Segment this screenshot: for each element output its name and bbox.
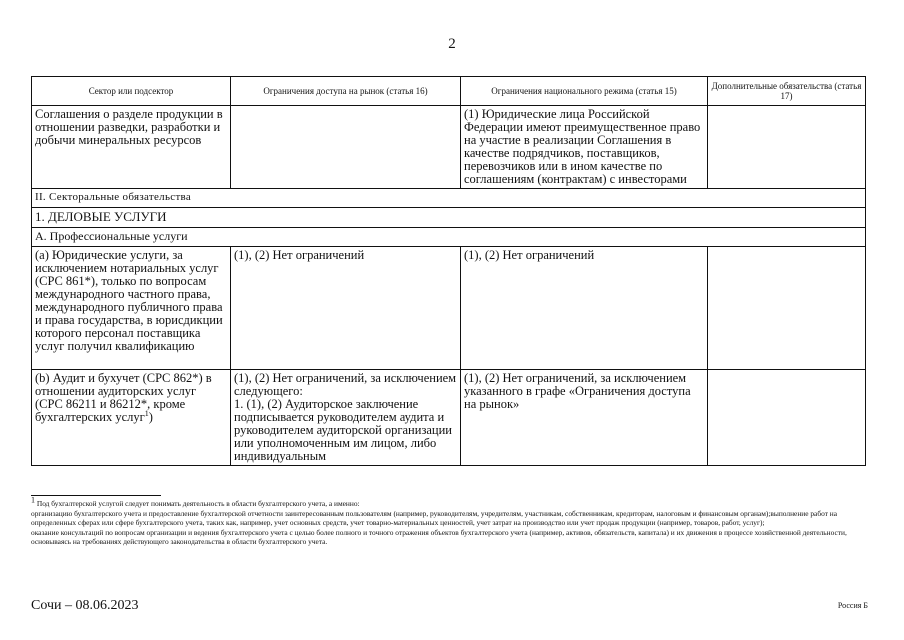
subheading-row — [32, 228, 866, 247]
cell-additional — [708, 247, 866, 370]
market-access-text: (1), (2) Нет ограничений, за исключением следующего: — [234, 371, 457, 398]
section-title: II. Секторальные обязательства — [32, 189, 866, 208]
footnotes — [31, 495, 871, 547]
cell-additional — [708, 370, 866, 466]
heading-business-services: 1. ДЕЛОВЫЕ УСЛУГИ — [32, 208, 866, 228]
cell-market-access — [231, 106, 461, 189]
footer-place-date: Сочи – 08.06.2023 — [31, 598, 139, 613]
cell-market-access — [231, 370, 461, 466]
footnote-number: 1 — [31, 495, 35, 505]
footnote-divider — [31, 495, 161, 496]
footnote-line: оказание консультаций по вопросам организации и ведения бухгалтерского учета с целью более полного и точного отражения объектов бухгалтерского учета (например, активов, обязательств, капитала) и их движения в процессе хозяйственной деятельности, основываясь на требованиях действующего законодательства в области бухгалтерского учета. — [31, 527, 847, 546]
subheading-professional-services: A. Профессиональные услуги — [32, 228, 866, 247]
heading-row — [32, 208, 866, 228]
cell-market-access: (1), (2) Нет ограничений — [231, 247, 461, 370]
header-additional-commitments: Дополнительные обязательства (статья 17) — [708, 77, 866, 106]
table-header-row — [32, 77, 866, 106]
cell-sector: (a) Юридические услуги, за исключением нотариальных услуг (CPC 861*), только по вопросам международного частного права, международного публичного права и права государства, в юрисдикции которого персонал поставщика услуг получил квалификацию — [32, 247, 231, 370]
section-row — [32, 189, 866, 208]
footnote-line: $^1$ Под бухгалтерской услугой следует понимать деятельность в области бухгалтерского учета, а именно: — [31, 495, 360, 508]
header-sector: Сектор или подсектор — [32, 77, 231, 106]
table-row — [32, 106, 866, 189]
cell-sector: Соглашения о разделе продукции в отношении разведки, разработки и добычи минеральных ресурсов — [32, 106, 231, 189]
footnote-line: организацию бухгалтерского учета и предоставление бухгалтерской отчетности заинтересованным пользователям (например, руководителям, учредителям, участникам, собственникам, кредиторам, налоговым и финансовым органам);выполнение работ на определенных сферах или сфере бухгалтерского учета, таких как, например, учет основных средств, учет товарно-материальных ценностей, учет затрат на производство или учет продаж продукции (например, товаров, работ, услуг); — [31, 508, 838, 527]
header-market-access: Ограничения доступа на рынок (статья 16) — [231, 77, 461, 106]
commitments-table — [31, 76, 866, 466]
footer-country: Россия Б — [837, 601, 868, 610]
cell-additional — [708, 106, 866, 189]
cell-national-treatment: (1), (2) Нет ограничений, за исключением указанного в графе «Ограничения доступа на рынок» — [461, 370, 708, 466]
cell-national-treatment: (1), (2) Нет ограничений — [461, 247, 708, 370]
cell-national-treatment: (1) Юридические лица Российской Федерации имеют преимущественное право на участие в реализации Соглашения в качестве подрядчиков, поставщиков, перевозчиков или в ином качестве по соглашениям (контрактам) с инвесторами — [461, 106, 708, 189]
sector-text-close: ) — [148, 410, 153, 424]
cell-sector — [32, 370, 231, 466]
header-national-treatment: Ограничения национального режима (статья 15) — [461, 77, 708, 106]
page-number: 2 — [448, 36, 456, 52]
sector-text: (b) Аудит и бухучет (CPC 862*) в отношении аудиторских услуг (CPC 86211 и 86212*, кроме бухгалтерских услуг — [35, 371, 212, 424]
footnote-reference: 1 — [144, 408, 149, 418]
table-row — [32, 247, 866, 370]
table-row — [32, 370, 866, 466]
market-access-item: 1. (1), (2) Аудиторское заключение подписывается руководителем аудита и руководителем аудиторской организации или уполномоченным им лицом, либо индивидуальным — [234, 397, 452, 463]
